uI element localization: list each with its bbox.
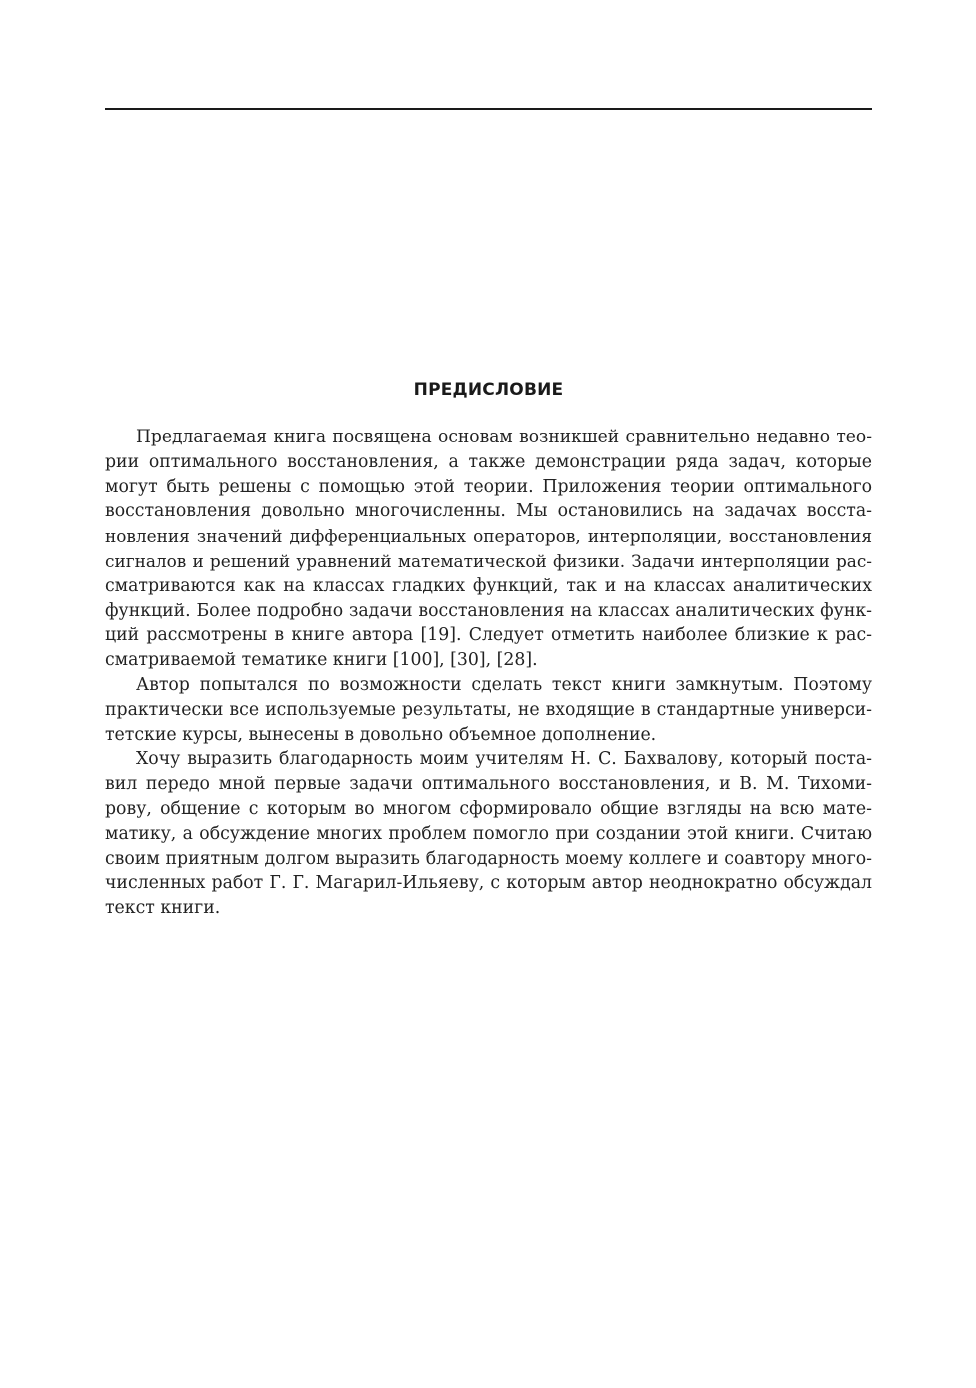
text-line: текст книги. — [105, 898, 221, 919]
text-line: своим приятным долгом выразить благодарность моему коллеге и соавтору много- — [105, 848, 872, 869]
section-title: ПРЕДИСЛОВИЕ — [413, 380, 564, 400]
text-line: сматриваются как на классах гладких функций, так и на классах аналитических — [105, 575, 872, 596]
text-line: практически все используемые результаты, не входящие в стандартные универси- — [105, 699, 872, 720]
text-line: численных работ Г. Г. Магарил-Ильяеву, с которым автор неоднократно обсуждал — [105, 873, 872, 894]
text-line: тетские курсы, вынесены в довольно объемное дополнение. — [105, 724, 657, 745]
text-line: Предлагаемая книга посвящена основам возникшей сравнительно недавно тео- — [136, 427, 872, 447]
text-line: матику, а обсуждение многих проблем помогло при создании этой книги. Считаю — [105, 823, 872, 844]
preface-body — [105, 425, 872, 921]
top-rule — [105, 108, 872, 110]
text-line: рову, общение с которым во многом сформировало общие взгляды на всю мате- — [105, 798, 872, 819]
paragraph-1 — [105, 425, 872, 673]
text-line: могут быть решены с помощью этой теории. Приложения теории оптимального — [105, 476, 872, 497]
text-line: Автор попытался по возможности сделать текст книги замкнутым. Поэтому — [136, 674, 872, 695]
text-line: сигналов и решений уравнений математической физики. Задачи интерполяции рас- — [105, 550, 872, 571]
text-line: Хочу выразить благодарность моим учителям Н. С. Бахвалову, который поста- — [136, 749, 872, 770]
paragraph-3 — [105, 747, 872, 921]
text-line: рии оптимального восстановления, а также демонстрации ряда задач, которые — [105, 451, 872, 472]
text-line: функций. Более подробно задачи восстановления на классах аналитических функ- — [105, 600, 872, 621]
paragraph-2 — [105, 673, 872, 747]
text-line: сматриваемой тематике книги [100], [30], [28]. — [105, 650, 538, 671]
text-line: новления значений дифференциальных операторов, интерполяции, восстановления — [105, 526, 872, 547]
text-line: вил передо мной первые задачи оптимального восстановления, и В. М. Тихоми- — [105, 774, 872, 795]
text-line: ций рассмотрены в книге автора [19]. Следует отметить наиболее близкие к рас- — [105, 625, 872, 646]
text-line: восстановления довольно многочисленны. Мы остановились на задачах восста- — [105, 501, 872, 522]
